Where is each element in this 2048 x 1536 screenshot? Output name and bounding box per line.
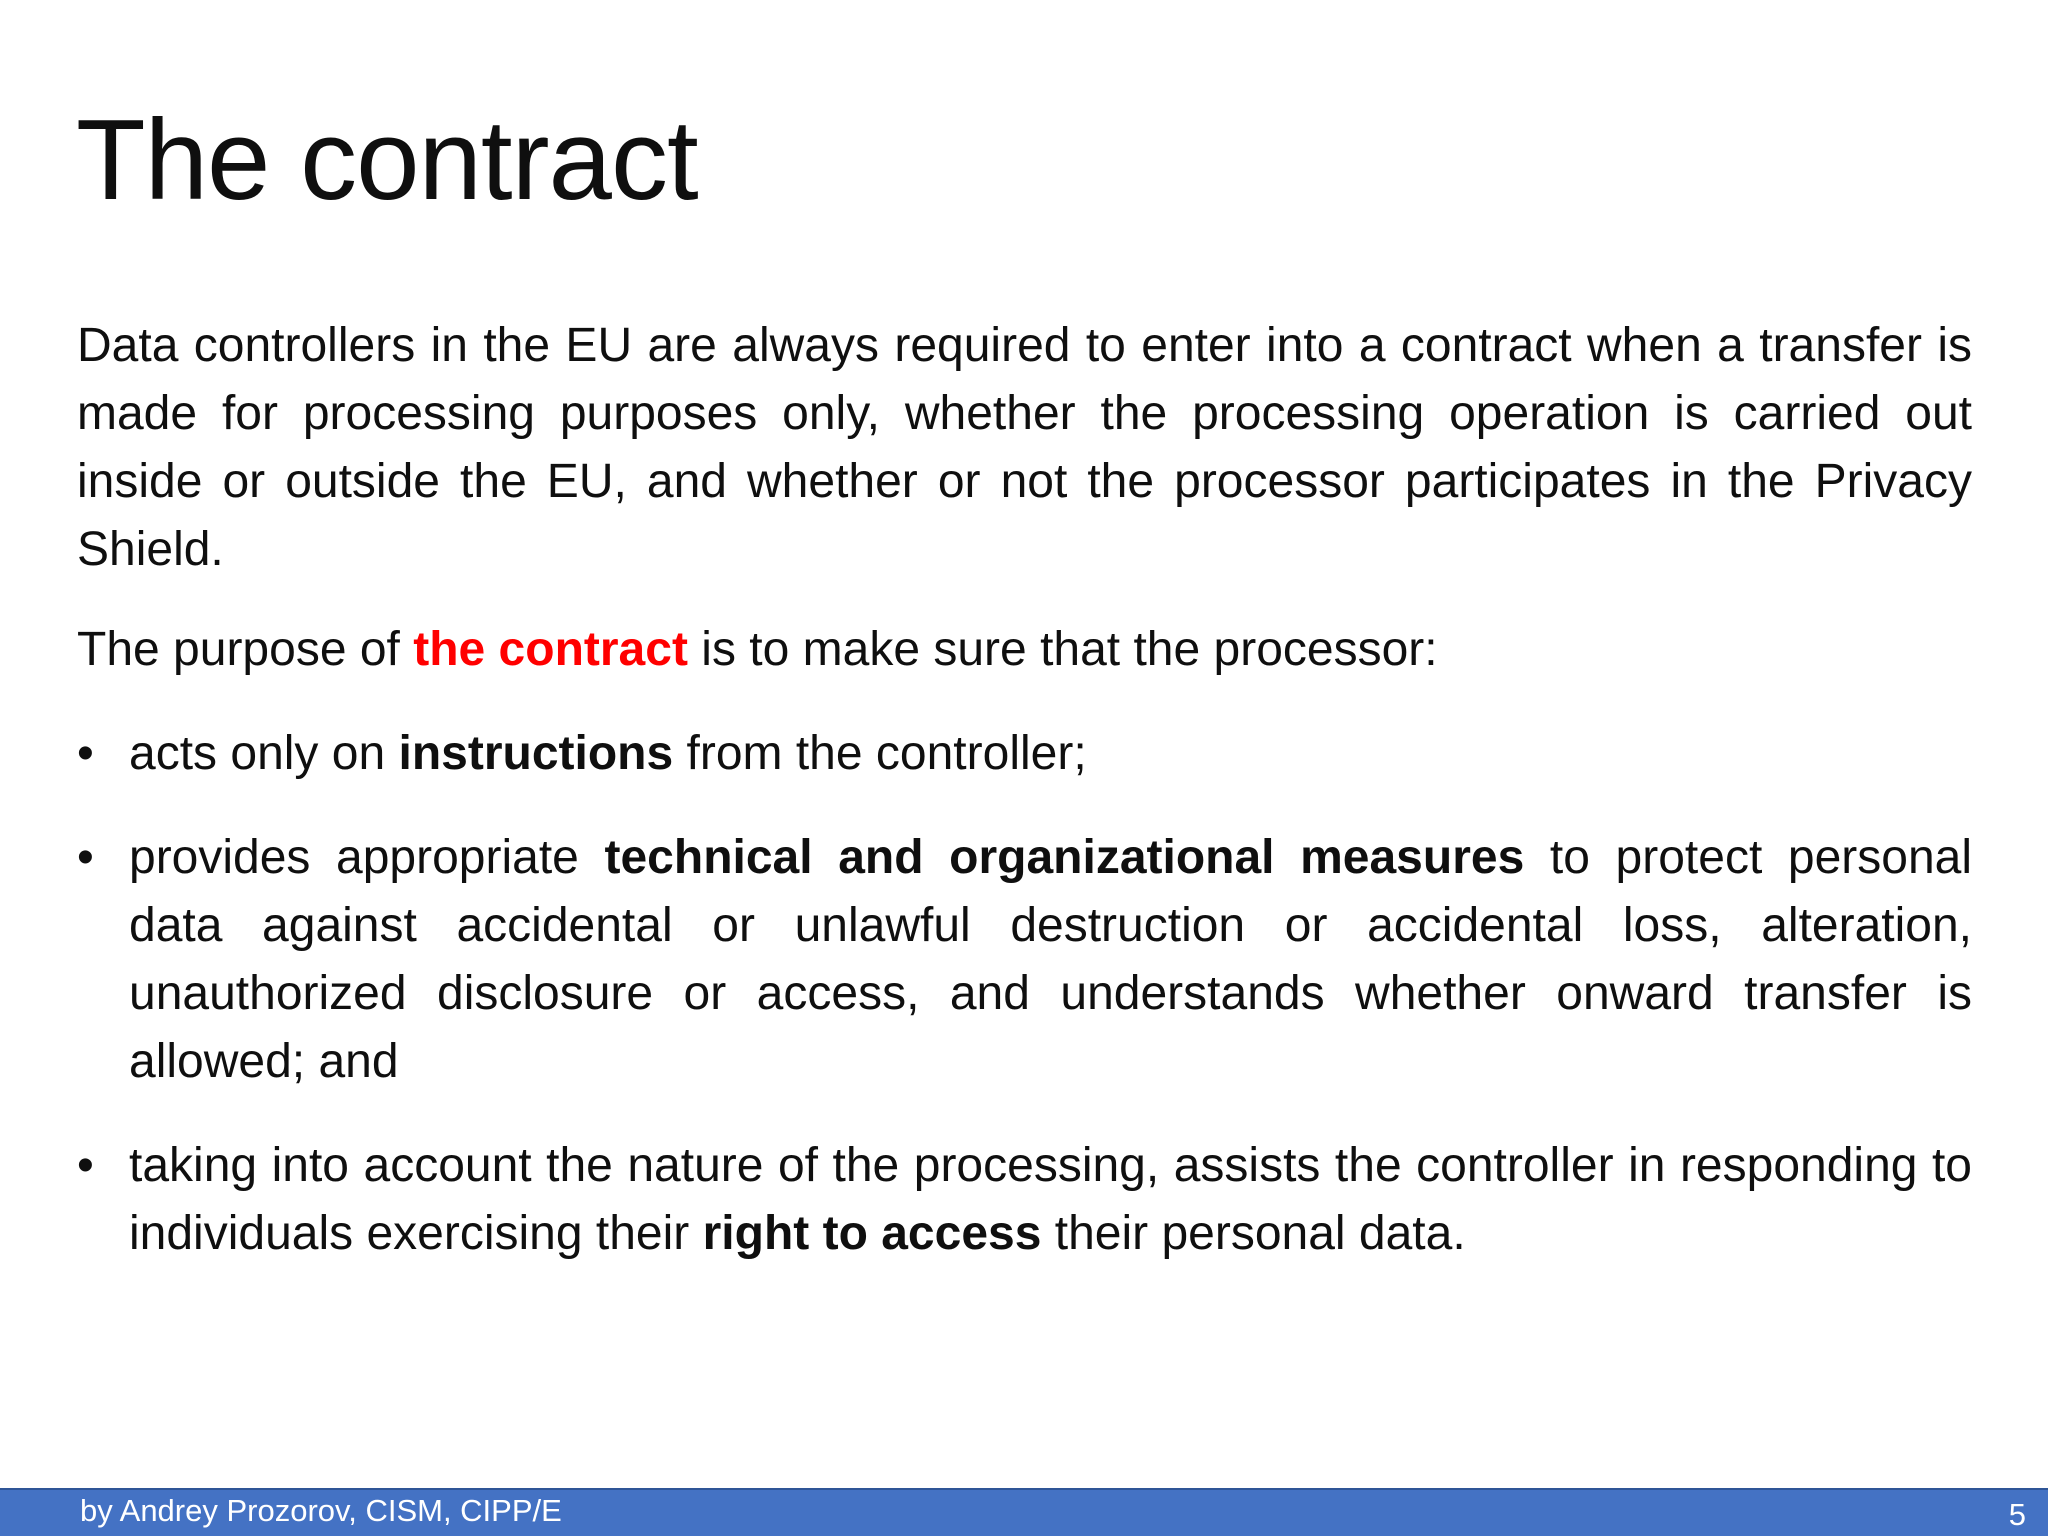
bullet-item-measures (77, 824, 1972, 1096)
bullet-icon: • (77, 831, 94, 884)
slide-body (77, 312, 1972, 1268)
bullet-text-after: to protect personal data against accidental or unlawful destruction or accidental loss, alteration, unauthorized disclosure or access, and understands whether onward transfer is allowed; and (129, 831, 1973, 1088)
footer-author: by Andrey Prozorov, CISM, CIPP/E (80, 1493, 562, 1528)
page-number: 5 (2008, 1497, 2026, 1532)
bullet-bold-text: technical and organizational measures (604, 831, 1525, 884)
bullet-text-after: their personal data. (1041, 1207, 1466, 1260)
bullet-item-right-to-access (77, 1132, 1972, 1268)
bullet-bold-text: right to access (702, 1207, 1042, 1260)
bullet-list (77, 720, 1972, 1268)
bullet-text-after: from the controller; (673, 727, 1087, 780)
purpose-paragraph (77, 616, 1972, 684)
bullet-text-before: acts only on (129, 727, 399, 780)
purpose-highlight: the contract (413, 623, 688, 676)
bullet-icon: • (77, 727, 94, 780)
bullet-bold-text: instructions (398, 727, 674, 780)
footer-bar (0, 1488, 2048, 1536)
slide-title: The contract (76, 97, 698, 224)
purpose-text-after: is to make sure that the processor: (687, 623, 1438, 676)
bullet-item-instructions (77, 720, 1972, 788)
purpose-text-before: The purpose of (77, 623, 414, 676)
bullet-icon: • (77, 1139, 94, 1192)
bullet-text-before: provides appropriate (129, 831, 605, 884)
intro-paragraph: Data controllers in the EU are always required to enter into a contract when a transfer is made for processing purposes only, whether the processing operation is carried out inside or outside the EU, and whether or not the processor participates in the Privacy Shield. (77, 319, 1972, 576)
bullet-text-before: taking into account the nature of the processing, assists the controller in responding to individuals exercising their (129, 1139, 1972, 1260)
